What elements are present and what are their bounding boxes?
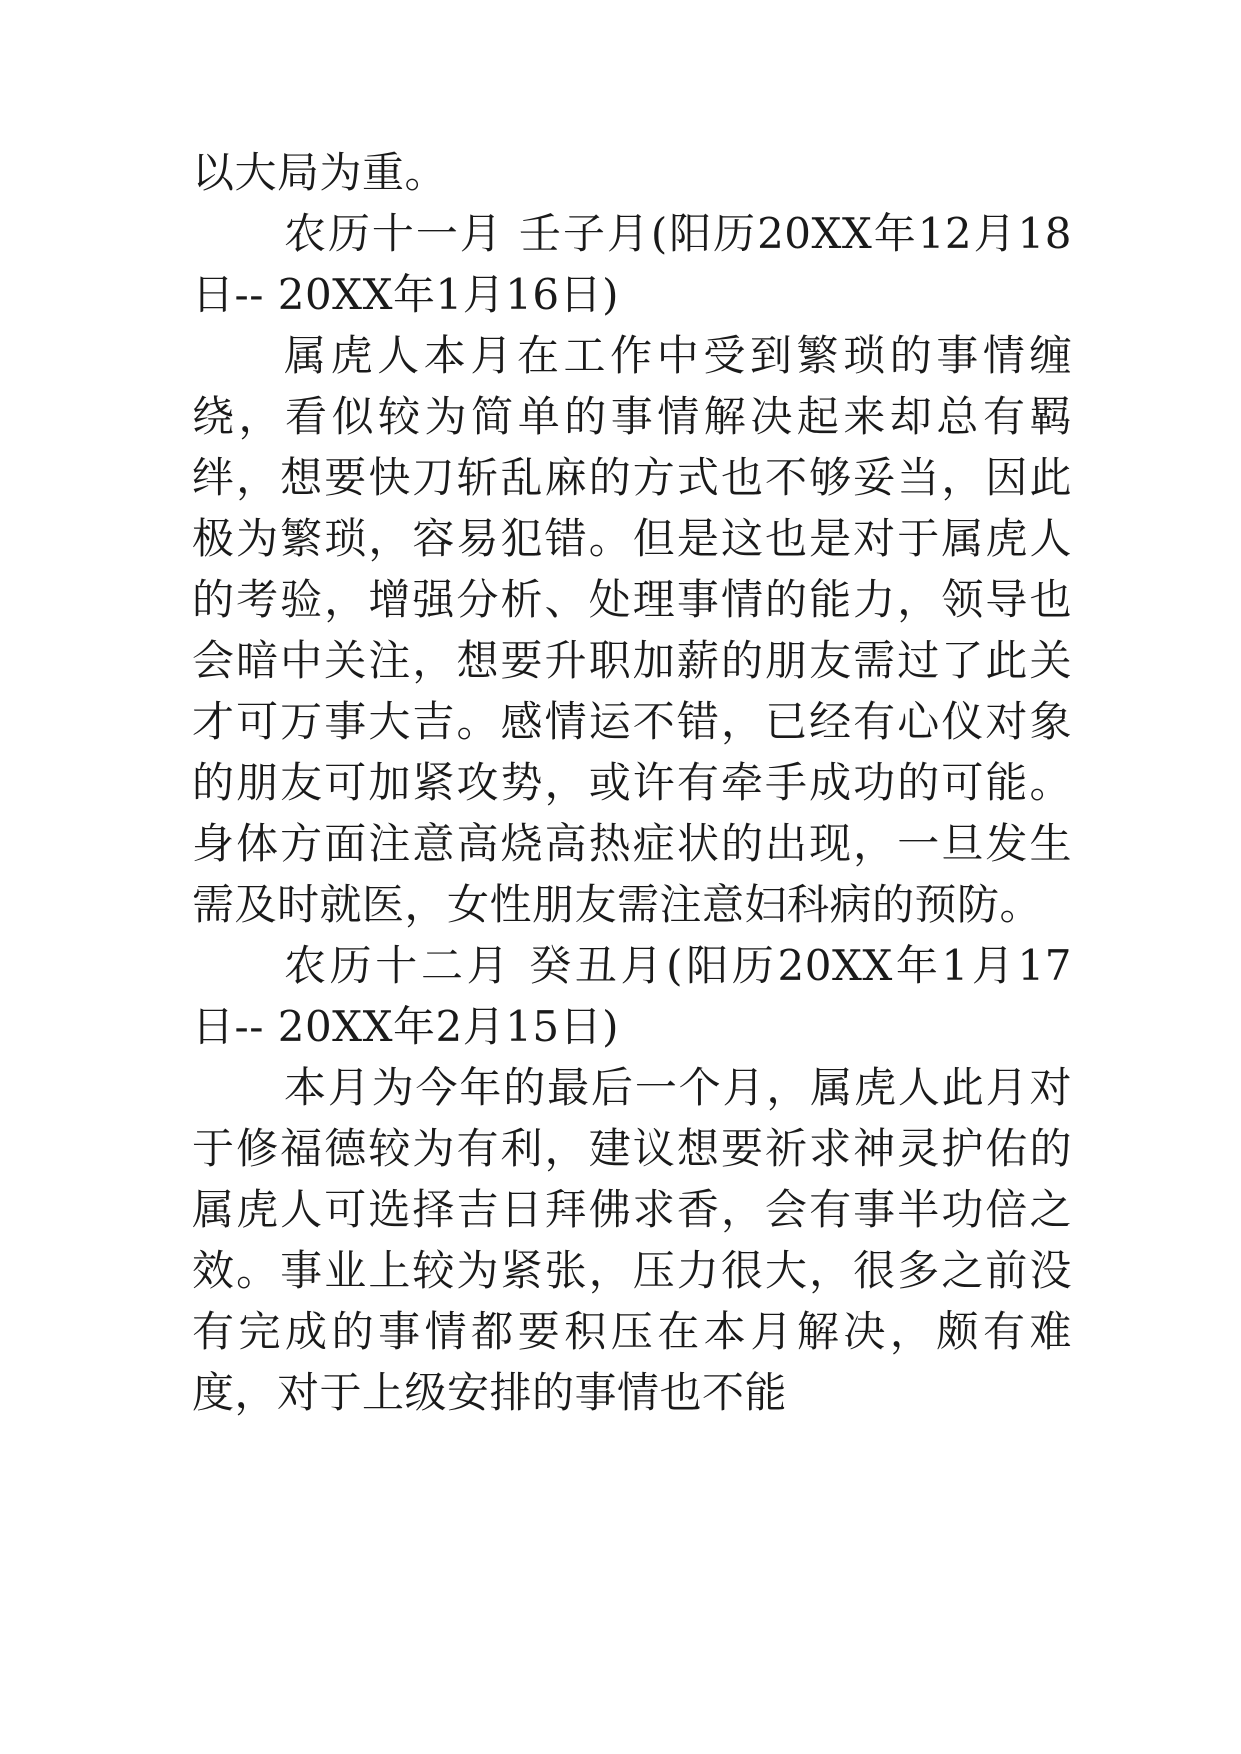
heading-month-eleven: 农历十一月 壬子月(阳历20XX年12月18日-- 20XX年1月16日) [192,209,1072,319]
document-page [192,142,1072,1423]
heading-month-twelve: 农历十二月 癸丑月(阳历20XX年1月17日-- 20XX年2月15日) [192,941,1072,1051]
paragraph-month-eleven: 属虎人本月在工作中受到繁琐的事情缠绕，看似较为简单的事情解决起来却总有羁绊，想要快刀斩乱麻的方式也不够妥当，因此极为繁琐，容易犯错。但是这也是对于属虎人的考验，增强分析、处理事情的能力，领导也会暗中关注，想要升职加薪的朋友需过了此关才可万事大吉。感情运不错，已经有心仪对象的朋友可加紧攻势，或许有牵手成功的可能。身体方面注意高烧高热症状的出现，一旦发生需及时就医，女性朋友需注意妇科病的预防。 [192,331,1072,929]
paragraph-continuation: 以大局为重。 [192,148,448,197]
paragraph-month-twelve: 本月为今年的最后一个月，属虎人此月对于修福德较为有利，建议想要祈求神灵护佑的属虎人可选择吉日拜佛求香，会有事半功倍之效。事业上较为紧张，压力很大，很多之前没有完成的事情都要积压在本月解决，颇有难度，对于上级安排的事情也不能 [192,1063,1072,1417]
